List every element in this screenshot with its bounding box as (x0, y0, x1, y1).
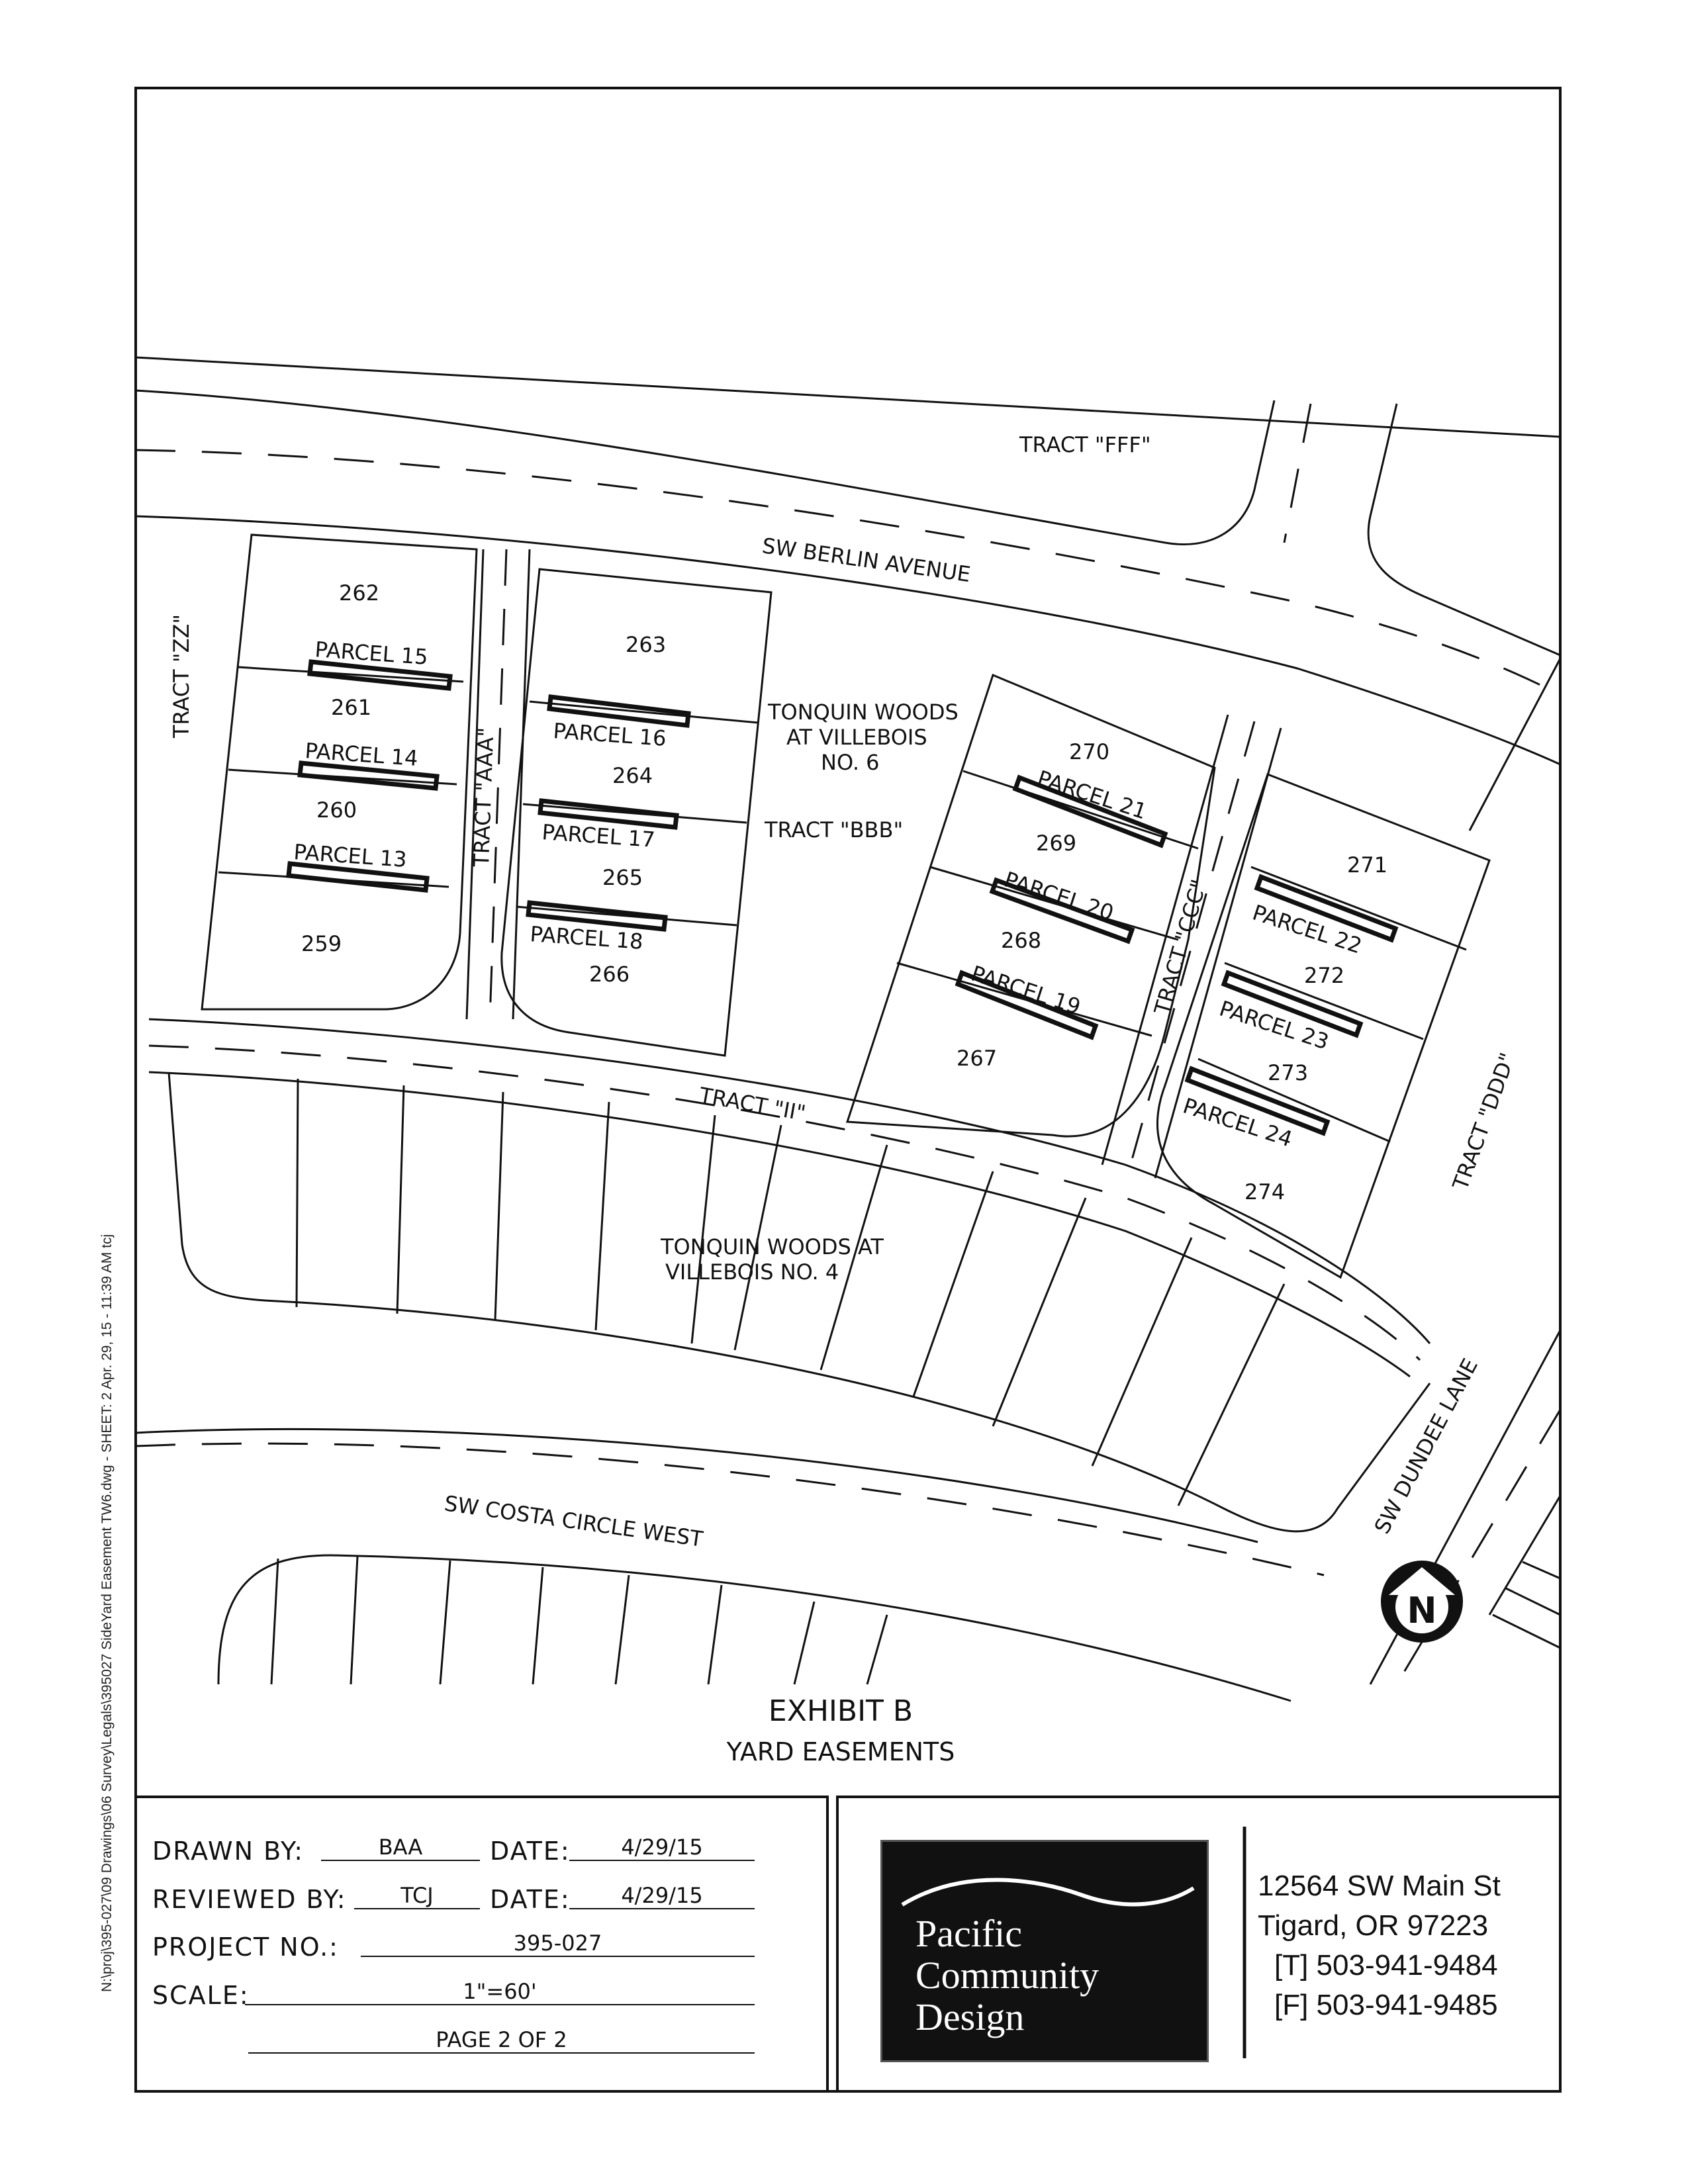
tonquin-6-line3: NO. 6 (821, 750, 880, 775)
reviewed-by-value: TCJ (354, 1883, 480, 1909)
lot-272: 272 (1304, 963, 1345, 988)
lot-266: 266 (589, 962, 630, 987)
project-no-label: PROJECT NO.: (152, 1933, 339, 1962)
phone-number: [T] 503-941-9484 (1274, 1949, 1498, 1981)
berlin-avenue-label: SW BERLIN AVENUE (760, 533, 972, 588)
drawn-date-label: DATE: (490, 1837, 571, 1866)
lot-273: 273 (1268, 1060, 1309, 1085)
costa-south-edge (218, 1555, 1291, 1701)
block-271-274 (1158, 774, 1489, 1277)
tract-ii-label: TRACT "II" (697, 1082, 808, 1126)
parcel-18-label: PARCEL 18 (529, 921, 644, 954)
tract-aaa-label: TRACT "AAA" (469, 727, 499, 868)
project-no-value: 395-027 (361, 1931, 755, 1957)
costa-circle-label: SW COSTA CIRCLE WEST (442, 1490, 705, 1552)
reviewed-by-label: REVIEWED BY: (152, 1885, 347, 1914)
lot-263: 263 (626, 632, 667, 657)
fff-corner-edge (1368, 404, 1560, 655)
dundee-lane-label: SW DUNDEE LANE (1369, 1354, 1483, 1538)
parcel-19-label: PARCEL 19 (968, 960, 1084, 1020)
sheet-border (136, 88, 1560, 2091)
lot-264: 264 (612, 763, 653, 788)
exhibit-subtitle: YARD EASEMENTS (726, 1737, 955, 1766)
lot-267: 267 (957, 1046, 998, 1071)
drawn-date-value: 4/29/15 (569, 1835, 755, 1861)
tract-bbb-label: TRACT "BBB" (765, 817, 904, 842)
tonquin-6-line2: AT VILLEBOIS (786, 725, 927, 750)
lot-260: 260 (316, 797, 357, 823)
tonquin-4-line2: VILLEBOIS NO. 4 (665, 1259, 839, 1285)
tract-zz-label: TRACT "ZZ" (169, 614, 194, 738)
logo-line-1: Pacific (915, 1912, 1023, 1955)
lot-262: 262 (339, 580, 380, 606)
fff-centerline (1284, 404, 1311, 543)
top-boundary-line (136, 357, 1560, 437)
fax-number: [F] 503-941-9485 (1274, 1989, 1498, 2021)
tract-ii-north-edge (149, 1019, 1430, 1343)
address-street: 12564 SW Main St (1258, 1870, 1501, 1902)
lot-270: 270 (1069, 739, 1110, 764)
tract-ddd-label: TRACT "DDD" (1447, 1049, 1521, 1193)
logo-line-2: Community (915, 1954, 1100, 1997)
drawn-by-value: BAA (321, 1835, 480, 1861)
parcel-16-label: PARCEL 16 (552, 718, 667, 751)
company-logo (880, 1840, 1209, 2062)
berlin-north-edge (136, 390, 1274, 544)
lot-274: 274 (1244, 1179, 1286, 1205)
parcel-22-label: PARCEL 22 (1249, 899, 1365, 959)
reviewed-date-value: 4/29/15 (569, 1883, 755, 1909)
file-path-stamp: N:\proj\395-027\09 Drawings\06 Survey\Legals\395027 SideYard Easement TW6.dwg - SHEET: 2 Apr. 29, 15 - 11:39 AM tcj (99, 1234, 115, 1992)
drawn-by-label: DRAWN BY: (152, 1837, 305, 1866)
map-labels (169, 432, 1521, 1552)
parcel-24-label: PARCEL 24 (1180, 1093, 1295, 1152)
north-arrow-letter: N (1407, 1590, 1437, 1631)
lot-259: 259 (301, 931, 342, 956)
exhibit-title: EXHIBIT B (768, 1694, 914, 1728)
page-number: PAGE 2 OF 2 (248, 2027, 755, 2054)
tract-fff-label: TRACT "FFF" (1019, 432, 1151, 457)
parcel-20-label: PARCEL 20 (1001, 866, 1117, 926)
scale-label: SCALE: (152, 1981, 250, 2010)
lot-269: 269 (1036, 831, 1077, 856)
parcel-17-label: PARCEL 17 (541, 819, 656, 852)
tonquin-6-line1: TONQUIN WOODS (768, 700, 959, 725)
parcel-13-label: PARCEL 13 (293, 839, 408, 872)
parcel-23-label: PARCEL 23 (1216, 995, 1332, 1055)
parcel-15-label: PARCEL 15 (314, 637, 429, 670)
ddd-edge (1470, 659, 1560, 831)
tract-ccc-label: TRACT "CCC" (1149, 876, 1212, 1018)
reviewed-date-label: DATE: (490, 1885, 571, 1914)
lot-271: 271 (1347, 852, 1388, 878)
logo-line-3: Design (915, 1995, 1025, 2038)
lot-265: 265 (602, 865, 643, 890)
parcel-14-label: PARCEL 14 (304, 738, 419, 771)
parcel-21-label: PARCEL 21 (1034, 765, 1150, 825)
tract-ii-centerline (149, 1046, 1420, 1360)
tonquin-4-line1: TONQUIN WOODS AT (661, 1234, 884, 1259)
lot-268: 268 (1001, 928, 1042, 953)
address-city: Tigard, OR 97223 (1258, 1909, 1489, 1942)
villebois-4-block (169, 1072, 1430, 1531)
aaa-east-edge (513, 549, 530, 1019)
north-arrow-icon (1381, 1561, 1463, 1643)
scale-value: 1"=60' (245, 1979, 755, 2005)
lot-261: 261 (331, 695, 372, 720)
